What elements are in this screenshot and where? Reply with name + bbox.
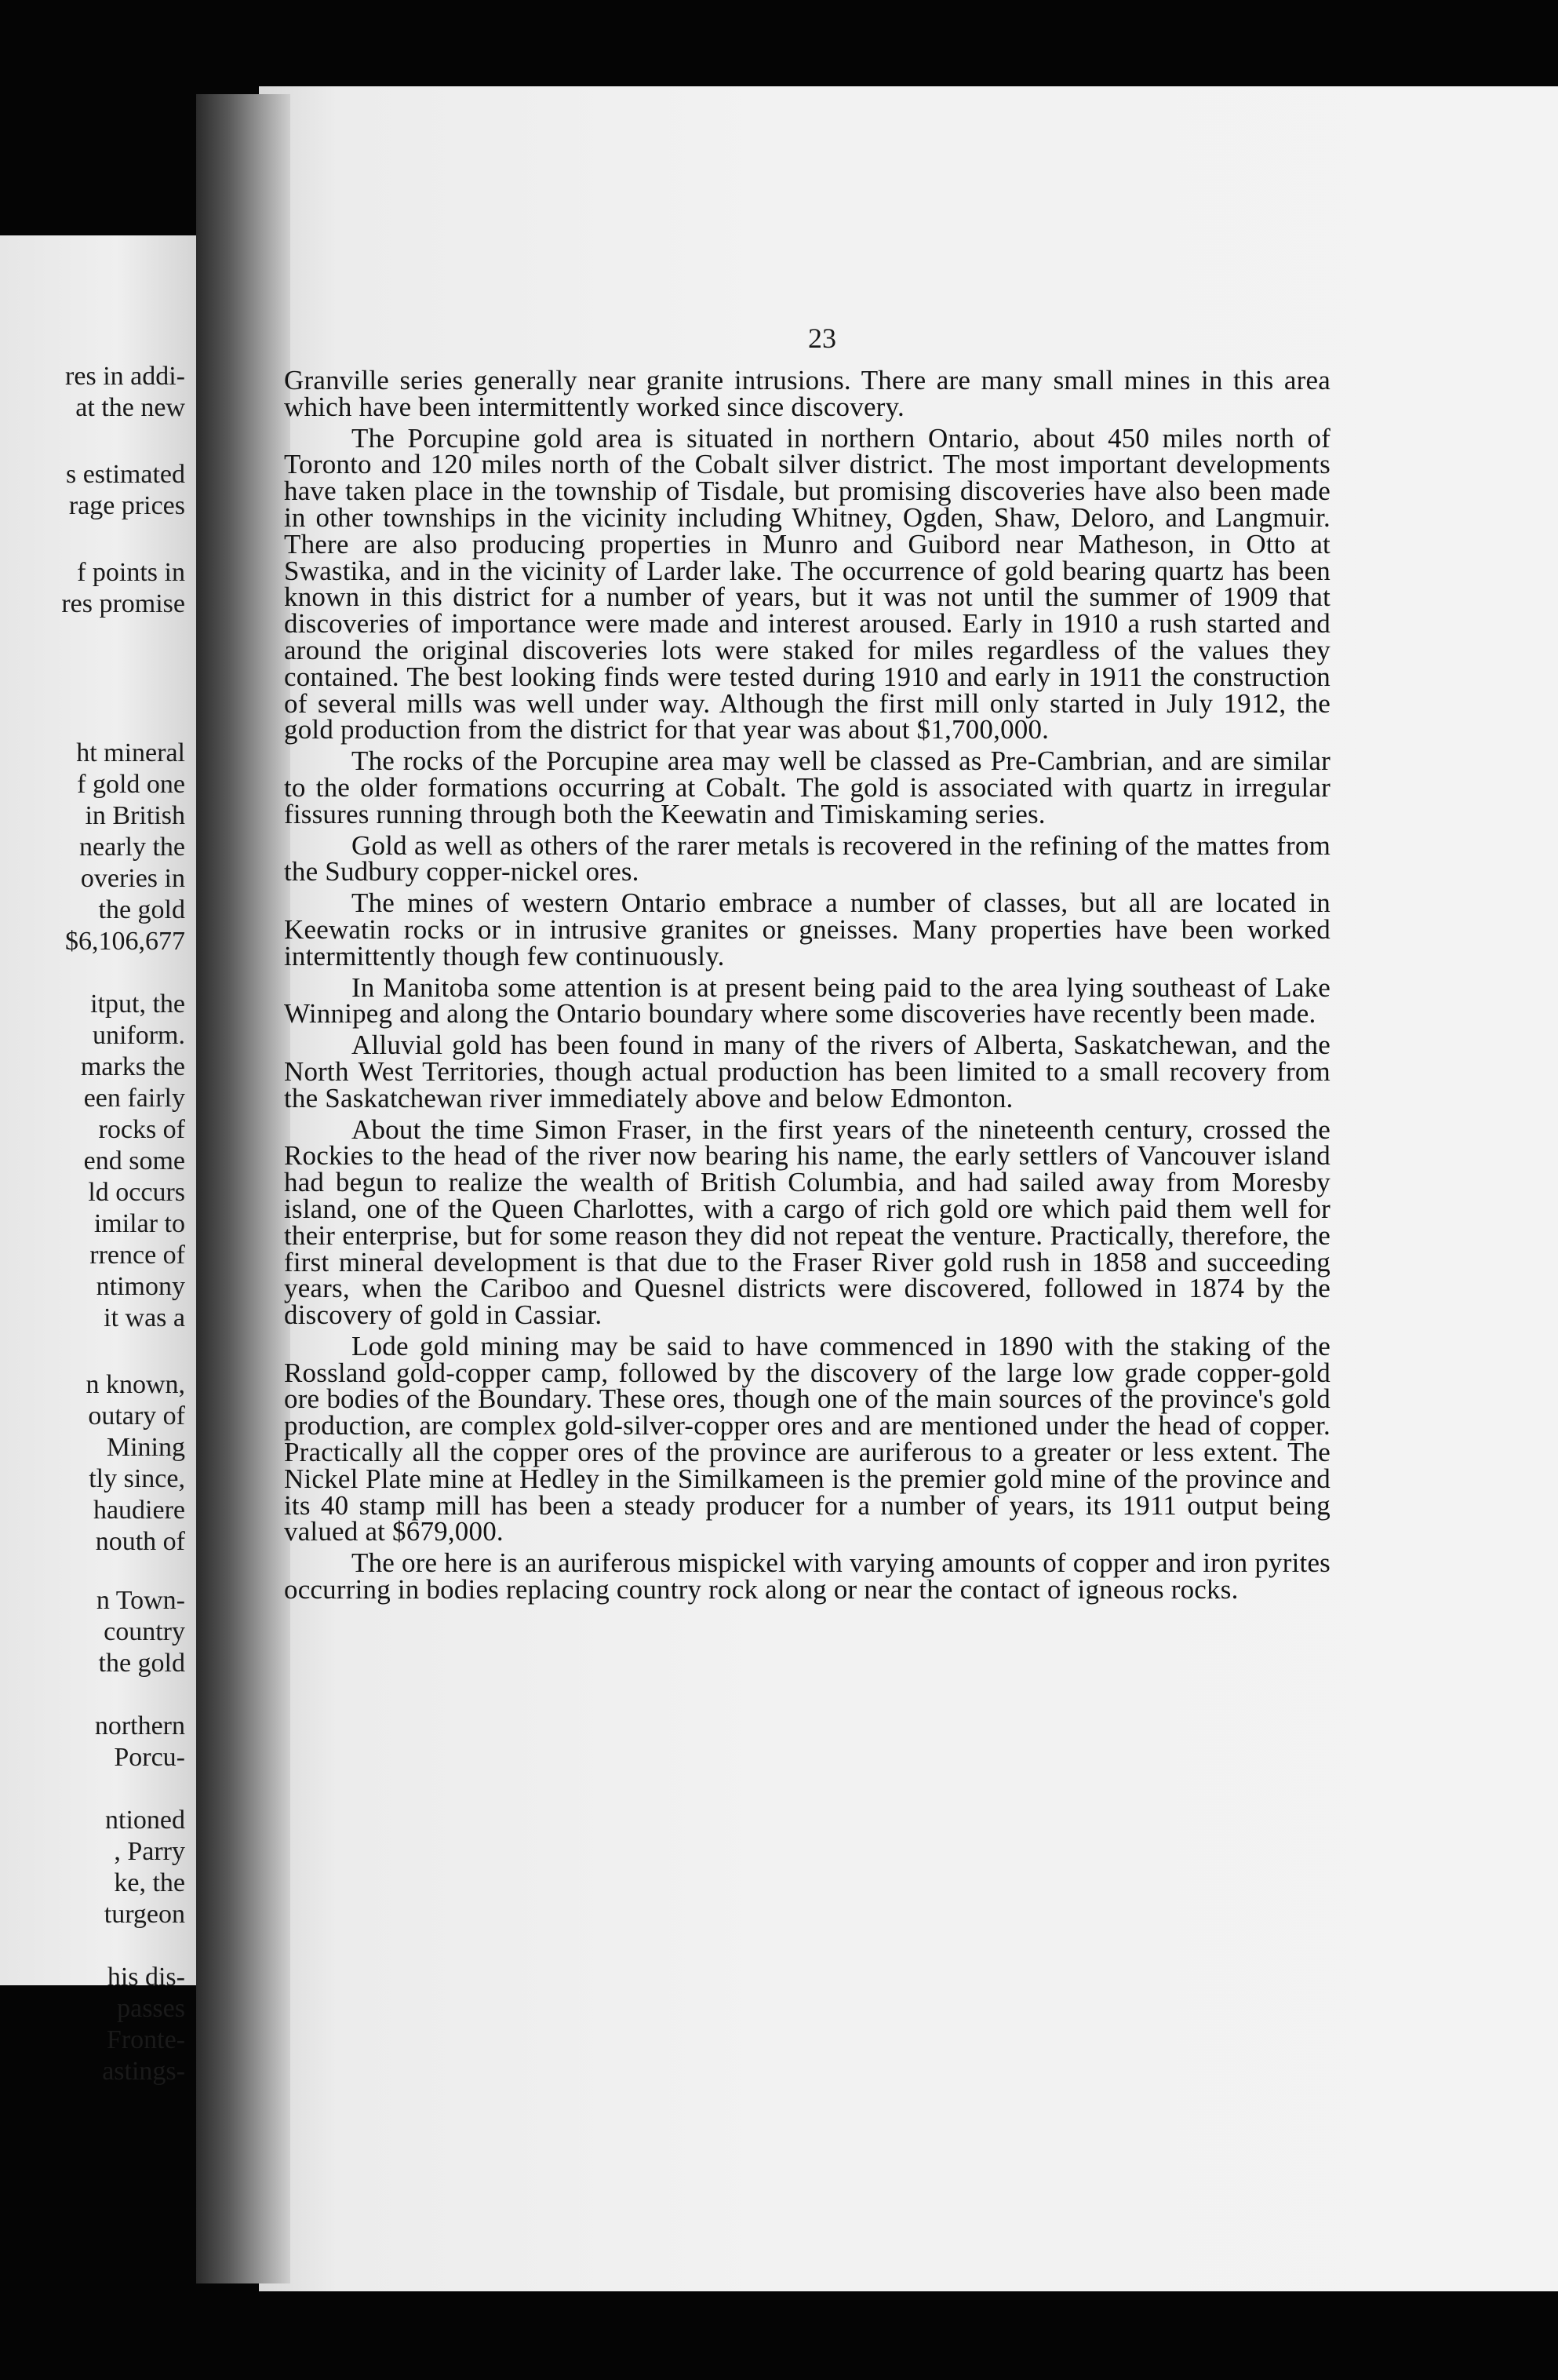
paragraph: Gold as well as others of the rarer metals is recovered in the refining of the mattes from the Sudbury copper-nickel ores. [284,829,1330,887]
paragraph: Lode gold mining may be said to have commenced in 1890 with the staking of the Rossland gold-copper camp, followed by the discovery of the large low grade copper-gold ore bodies of the Boundary. These ores, though one of the main sources of the province's gold production, are complex gold-silver-copper ores and are mentioned under the head of copper. Practically all the copper ores of the province are auriferous to a greater or less extent. The Nickel Plate mine at Hedley in the Similkameen is the premier gold mine of the province and its 40 stamp mill has been a steady producer for a number of years, its 1911 output being valued at $679,000. [284,1330,1330,1547]
left-page-line: country [104,1617,185,1646]
paragraph: About the time Simon Fraser, in the first years of the nineteenth century, crossed the Rockies to the head of the river now bearing his name, the early settlers of Vancouver island had begun to realize the wealth of British Columbia, and had sailed away from Moresby island, one of the Queen Charlottes, with a cargo of rich gold ore which paid them well for their enterprise, but for some reason they did not repeat the venture. Practically, therefore, the first mineral development is that due to the Fraser River gold rush in 1858 and succeeding years, when the Cariboo and Quesnel districts were discovered, followed in 1874 by the discovery of gold in Cassiar. [284,1113,1330,1331]
paragraph: The rocks of the Porcupine area may well be classed as Pre-Cambrian, and are similar to the older formations occurring at Cobalt. The gold is associated with quartz in irregular fissures running through both the Keewatin and Timiskaming series. [284,745,1330,829]
body-text [284,367,1330,1608]
left-page-line: at the new [75,393,185,422]
left-page-line: itput, the [90,990,185,1019]
paragraph: Alluvial gold has been found in many of the rivers of Alberta, Saskatchewan, and the North West Territories, though actual production has been limited to a small recovery from the Saskatchewan river immediately above and below Edmonton. [284,1030,1330,1113]
left-page-line: uniform. [92,1021,185,1050]
left-page-line: northern [94,1711,185,1740]
left-page-line: passes [117,1994,185,2023]
left-page-line: ld occurs [88,1178,185,1207]
left-page-line: the gold [98,895,185,924]
page-number: 23 [808,323,836,354]
left-page-line: rage prices [68,491,185,520]
left-page-line: tly since, [89,1464,185,1493]
book-binding-gutter [196,94,290,2283]
left-page-line: ke, the [114,1868,185,1897]
left-page-line: rrence of [89,1241,185,1270]
left-page-line: nouth of [95,1527,185,1556]
left-page-line: turgeon [104,1900,185,1929]
left-page-line: imilar to [93,1209,185,1238]
left-page-line: overies in [80,864,185,893]
left-page-line: the gold [98,1649,185,1678]
left-page-line: outary of [88,1401,185,1431]
left-page-line: s estimated [65,460,185,489]
left-page-line: n known, [86,1370,185,1399]
paragraph: The ore here is an auriferous mispickel with varying amounts of copper and iron pyrites occurring in bodies replacing country rock along or near the contact of igneous rocks. [284,1547,1330,1605]
left-page-line: res in addi- [65,362,185,391]
left-page-line: ntimony [96,1272,185,1301]
left-page-line: Mining [106,1433,185,1462]
left-page-line: Fronte- [106,2025,185,2054]
left-page-line: n Town- [96,1586,185,1615]
left-page-line: marks the [80,1052,185,1081]
paragraph: The mines of western Ontario embrace a number of classes, but all are located in Keewatin rocks or in intrusive granites or gneisses. Many properties have been worked intermittently though few continuously. [284,887,1330,971]
left-page-line: $6,106,677 [65,927,185,956]
left-page-line: end some [83,1146,185,1175]
left-page-line: res promise [61,589,185,618]
left-page-line: in British [85,801,185,830]
left-page-line: Porcu- [114,1743,185,1772]
paragraph: Granville series generally near granite intrusions. There are many small mines in this area which have been intermittently worked since discovery. [284,365,1330,422]
paragraph: The Porcupine gold area is situated in northern Ontario, about 450 miles north of Toronto and 120 miles north of the Cobalt silver district. The most important developments have taken place in the township of Tisdale, but promising discoveries have also been made in other townships in the vicinity including Whitney, Ogden, Shaw, Deloro, and Langmuir. There are also producing properties in Munro and Guibord near Matheson, in Otto at Swastika, and in the vicinity of Larder lake. The occurrence of gold bearing quartz has been known in this district for a number of years, but it was not until the summer of 1909 that discoveries of importance were made and interest aroused. Early in 1910 a rush started and around the original discoveries lots were staked for miles regardless of the values they contained. The best looking finds were tested during 1910 and early in 1911 the construction of several mills was well under way. Although the first mill only started in July 1912, the gold production from the district for that year was about $1,700,000. [284,422,1330,745]
left-page-line: astings- [102,2057,185,2086]
left-page-line: f gold one [77,770,185,799]
left-page-line: haudiere [93,1496,185,1525]
left-page-line: , Parry [114,1837,185,1866]
left-page-line: ntioned [105,1806,185,1835]
left-page-line: his dis- [107,1963,185,1992]
left-page-line: f points in [77,558,185,587]
left-page-line: nearly the [79,833,185,862]
left-page-line: it was a [104,1303,185,1332]
left-page-line: een fairly [83,1084,185,1113]
paragraph: In Manitoba some attention is at present being paid to the area lying southeast of Lake Winnipeg and along the Ontario boundary where some discoveries have recently been made. [284,971,1330,1030]
left-facing-page [0,235,196,2086]
left-page-line: ht mineral [76,738,185,767]
left-page-line: rocks of [98,1115,185,1144]
